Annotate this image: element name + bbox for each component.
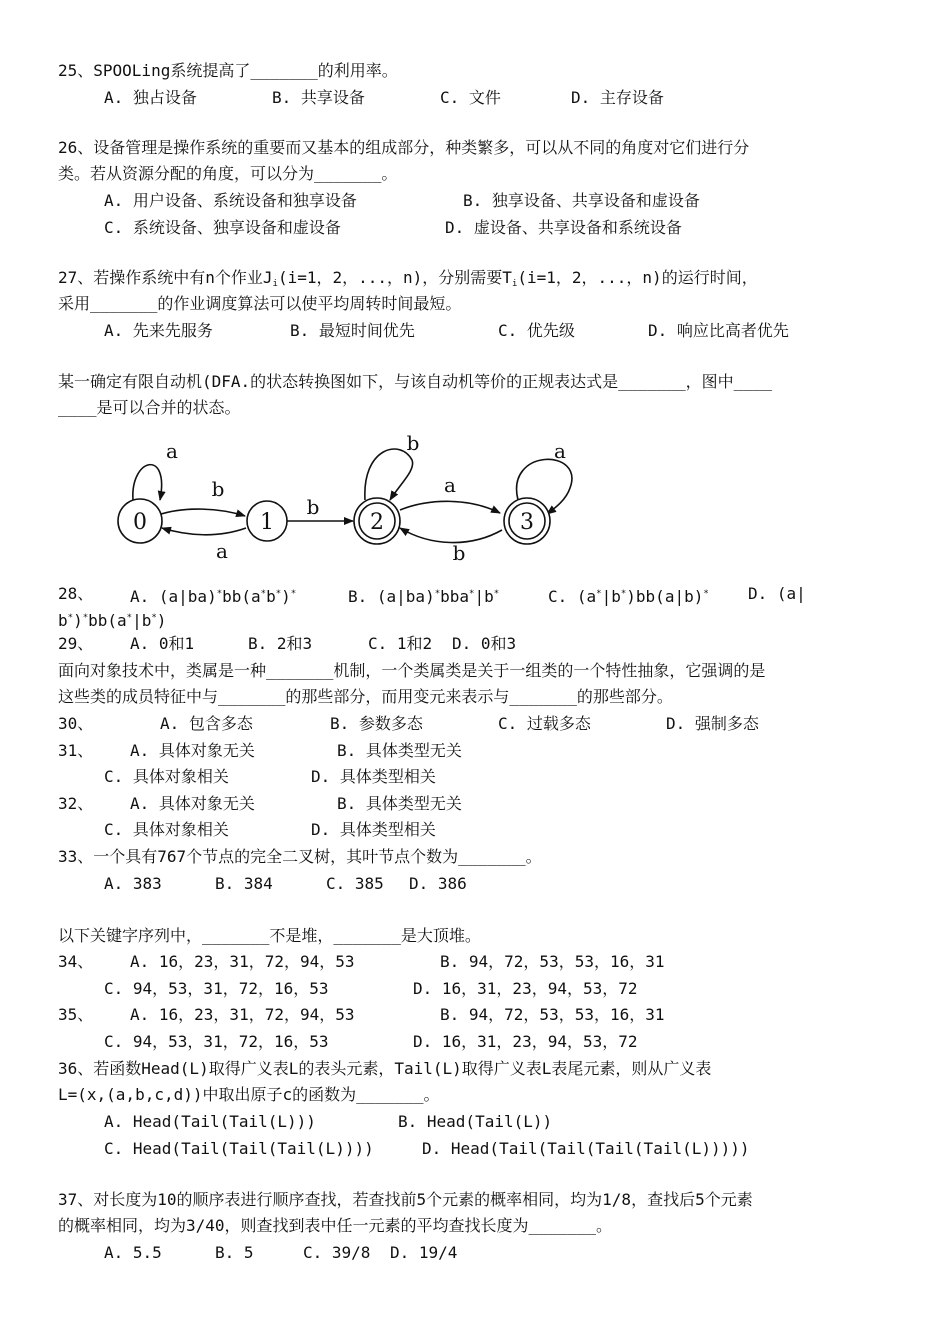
q26-option-c: C. 系统设备、独享设备和虚设备 [104, 218, 341, 237]
q33-option-d: D. 386 [409, 874, 467, 893]
q25-option-b: B. 共享设备 [272, 88, 365, 107]
q30-number: 30、 [58, 714, 94, 733]
dfa-state-0-label: 0 [133, 510, 147, 535]
q37-stem-line2: 的概率相同，均为3/40，则查找到表中任一元素的平均查找长度为_______。 [58, 1216, 612, 1235]
q33-option-a: A. 383 [104, 874, 162, 893]
q36-stem-line2: L=(x,(a,b,c,d))中取出原子c的函数为_______。 [58, 1085, 440, 1104]
dfa-question-line1: 某一确定有限自动机(DFA.的状态转换图如下，与该自动机等价的正规表达式是_______，图中____ [58, 372, 773, 391]
q31-option-a: A. 具体对象无关 [130, 741, 255, 760]
q34-option-a: A. 16，23，31，72，94，53 [130, 952, 355, 971]
q35-number: 35、 [58, 1005, 94, 1024]
q27-stem-line2: 采用_______的作业调度算法可以使平均周转时间最短。 [58, 294, 462, 313]
q36-option-a: A. Head(Tail(Tail(L))) [104, 1112, 316, 1131]
dfa-state-3-label: 3 [520, 510, 534, 535]
q25-option-a: A. 独占设备 [104, 88, 197, 107]
dfa-label-1-2: b [306, 495, 320, 519]
dfa-edge-0-1-b [158, 509, 245, 516]
q29-option-d: D. 0和3 [452, 634, 517, 653]
q30-option-d: D. 强制多态 [666, 714, 759, 733]
q26-option-b: B. 独享设备、共享设备和虚设备 [463, 191, 700, 210]
q32-number: 32、 [58, 794, 94, 813]
q34-option-b: B. 94，72，53，53，16，31 [440, 952, 665, 971]
dfa-edge-3-2-b [400, 528, 502, 543]
q26-stem-line2: 类。若从资源分配的角度，可以分为_______。 [58, 164, 398, 183]
dfa-question-line2: ____是可以合并的状态。 [58, 398, 241, 417]
dfa-state-2-label: 2 [370, 510, 384, 535]
q37-option-b: B. 5 [215, 1243, 254, 1262]
q30-option-c: C. 过载多态 [498, 714, 591, 733]
q25-option-d: D. 主存设备 [571, 88, 664, 107]
q26-option-a: A. 用户设备、系统设备和独享设备 [104, 191, 357, 210]
q26-option-d: D. 虚设备、共享设备和系统设备 [445, 218, 682, 237]
dfa-state-diagram [100, 428, 600, 578]
q28-option-a: A. (a|ba)*bb(a*b*)* [130, 587, 297, 606]
dfa-label-3-2: b [452, 541, 466, 565]
dfa-state-1-label: 1 [260, 510, 274, 535]
q31-option-d: D. 具体类型相关 [311, 767, 436, 786]
dfa-label-1-0: a [216, 539, 228, 563]
dfa-label-0-1: b [211, 477, 225, 501]
q34-option-c: C. 94，53，31，72，16，53 [104, 979, 329, 998]
q31-option-b: B. 具体类型无关 [337, 741, 462, 760]
q34-number: 34、 [58, 952, 94, 971]
q27-option-d: D. 响应比高者优先 [648, 321, 789, 340]
q33-option-c: C. 385 [326, 874, 384, 893]
q32-option-a: A. 具体对象无关 [130, 794, 255, 813]
dfa-label-3-3: a [554, 439, 566, 463]
q30-option-a: A. 包含多态 [160, 714, 253, 733]
dfa-edge-0-0-a [133, 465, 162, 500]
q37-option-c: C. 39/8 [303, 1243, 371, 1262]
q37-stem-line1: 37、对长度为10的顺序表进行顺序查找，若查找前5个元素的概率相同，均为1/8，查找后5个元素 [58, 1190, 753, 1209]
q30-option-b: B. 参数多态 [330, 714, 423, 733]
q32-option-b: B. 具体类型无关 [337, 794, 462, 813]
q29-option-c: C. 1和2 [368, 634, 433, 653]
q35-option-c: C. 94，53，31，72，16，53 [104, 1032, 329, 1051]
q29-option-a: A. 0和1 [130, 634, 195, 653]
q36-option-b: B. Head(Tail(L)) [398, 1112, 553, 1131]
q27-stem-line1: 27、若操作系统中有n个作业$J_i(i=1$，2，...，n)，分别需要$T_i(i=1$，2，...，n)的运行时间， [58, 268, 758, 289]
q27-option-b: B. 最短时间优先 [290, 321, 415, 340]
q35-option-b: B. 94，72，53，53，16，31 [440, 1005, 665, 1024]
q27-option-a: A. 先来先服务 [104, 321, 213, 340]
dfa-edge-2-2-b [365, 449, 413, 500]
q29-number: 29、 [58, 634, 94, 653]
q28-option-b: B. (a|ba)*bba*|b* [348, 587, 500, 606]
q28-option-c: C. (a*|b*)bb(a|b)* [548, 587, 709, 606]
q33-option-b: B. 384 [215, 874, 273, 893]
q29-option-b: B. 2和3 [248, 634, 313, 653]
q34-option-d: D. 16，31，23，94，53，72 [413, 979, 638, 998]
dfa-label-2-3: a [444, 473, 456, 497]
q28-option-d: D. (a| [748, 584, 806, 603]
q32-option-c: C. 具体对象相关 [104, 820, 229, 839]
q26-stem-line1: 26、设备管理是操作系统的重要而又基本的组成部分，种类繁多，可以从不同的角度对它们进行分 [58, 138, 750, 157]
q33-stem: 33、一个具有767个节点的完全二叉树，其叶节点个数为_______。 [58, 847, 542, 866]
q35-option-d: D. 16，31，23，94，53，72 [413, 1032, 638, 1051]
q25-stem: 25、SPOOLing系统提高了_______的利用率。 [58, 61, 398, 80]
oop-passage-line1: 面向对象技术中，类属是一种_______机制，一个类属类是关于一组类的一个特性抽象，它强调的是 [58, 661, 766, 680]
q25-option-c: C. 文件 [440, 88, 501, 107]
q28-number: 28、 [58, 584, 94, 603]
q31-option-c: C. 具体对象相关 [104, 767, 229, 786]
q31-number: 31、 [58, 741, 94, 760]
dfa-label-0-0: a [166, 439, 178, 463]
heap-question-stem: 以下关键字序列中，_______不是堆，_______是大顶堆。 [58, 926, 481, 945]
oop-passage-line2: 这些类的成员特征中与_______的那些部分，而用变元来表示与_______的那些部分。 [58, 687, 673, 706]
dfa-edge-2-3-a [400, 501, 500, 513]
q36-stem-line1: 36、若函数Head(L)取得广义表L的表头元素，Tail(L)取得广义表L表尾元素，则从广义表 [58, 1059, 712, 1078]
q28-option-d-cont: b*)*bb(a*|b*) [58, 611, 167, 630]
q37-option-a: A. 5.5 [104, 1243, 162, 1262]
q37-option-d: D. 19/4 [390, 1243, 458, 1262]
q36-option-c: C. Head(Tail(Tail(Tail(L)))) [104, 1139, 374, 1158]
q36-option-d: D. Head(Tail(Tail(Tail(Tail(L))))) [422, 1139, 750, 1158]
dfa-label-2-2: b [406, 431, 420, 455]
q35-option-a: A. 16，23，31，72，94，53 [130, 1005, 355, 1024]
dfa-edge-1-0-a [162, 528, 246, 535]
q32-option-d: D. 具体类型相关 [311, 820, 436, 839]
q27-option-c: C. 优先级 [498, 321, 575, 340]
